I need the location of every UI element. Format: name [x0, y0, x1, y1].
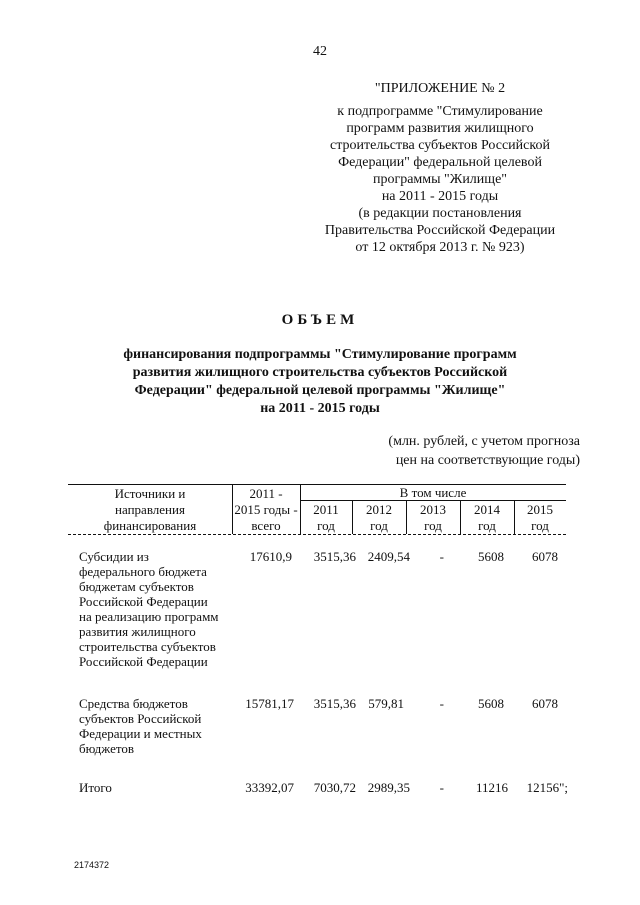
row-label-total [79, 780, 249, 795]
table-header-bottom-rule [68, 534, 566, 535]
cell-2012: 2989,35 [367, 780, 410, 795]
header-year-unit: год [317, 518, 335, 533]
cell-2011: 3515,36 [313, 549, 356, 564]
header-line: 2011 - [249, 486, 283, 501]
cell-2015: 6078 [532, 549, 558, 564]
cell-2014: 5608 [478, 549, 504, 564]
cell-2011: 7030,72 [313, 780, 356, 795]
header-total-column [232, 486, 300, 534]
units-note [330, 432, 580, 470]
row-label-line: строительства субъектов [79, 639, 216, 654]
cell-2012: 579,81 [368, 696, 404, 711]
header-source-column [68, 486, 232, 534]
cell-2015: 12156"; [526, 780, 568, 795]
cell-total: 15781,17 [245, 696, 294, 711]
header-year-unit: год [424, 518, 442, 533]
row-label-line: Российской Федерации [79, 654, 208, 669]
row-label-federal-subsidies [79, 549, 249, 669]
page-number: 42 [313, 44, 327, 59]
header-line: 2015 годы - [234, 502, 298, 517]
appendix-line: строительства субъектов Российской [330, 138, 550, 153]
appendix-header [290, 80, 590, 256]
header-year-unit: год [531, 518, 549, 533]
row-label-line: федерального бюджета [79, 564, 207, 579]
cell-2013: - [439, 696, 444, 711]
subtitle-line: развития жилищного строительства субъектов Российской [132, 365, 508, 380]
appendix-line: "ПРИЛОЖЕНИЕ № 2 [374, 81, 506, 96]
appendix-line: на 2011 - 2015 годы [381, 189, 499, 204]
row-label-line: бюджетам субъектов [79, 579, 194, 594]
header-line: Источники и [114, 486, 186, 501]
appendix-line: программ развития жилищного [346, 121, 534, 136]
row-label-line: Российской Федерации [79, 594, 208, 609]
appendix-line: Федерации" федеральной целевой [338, 155, 542, 170]
subtitle-line: финансирования подпрограммы "Стимулирование программ [123, 347, 517, 362]
row-label-line: Федерации и местных [79, 726, 202, 741]
cell-2013: - [439, 780, 444, 795]
row-label-line: Средства бюджетов [79, 696, 188, 711]
header-line: финансирования [103, 518, 197, 533]
header-year: 2011 [313, 502, 339, 517]
appendix-line: Правительства Российской Федерации [324, 223, 556, 238]
row-label-line: Субсидии из [79, 549, 149, 564]
appendix-line: программы "Жилище" [372, 172, 507, 187]
cell-2014: 5608 [478, 696, 504, 711]
row-label-line: субъектов Российской [79, 711, 202, 726]
header-line: всего [251, 518, 281, 533]
appendix-line: (в редакции постановления [358, 206, 522, 221]
header-year: 2012 [366, 502, 392, 517]
subtitle-line: Федерации" федеральной целевой программы "Жилище" [134, 383, 506, 398]
header-group-label: В том числе [399, 485, 467, 500]
units-line: цен на соответствующие годы) [395, 453, 580, 468]
header-year-2011 [300, 502, 352, 534]
document-subtitle [80, 346, 560, 418]
header-year: 2013 [420, 502, 446, 517]
appendix-line: к подпрограмме "Стимулирование [337, 104, 543, 119]
row-label-regional-local-budgets [79, 696, 249, 756]
header-year: 2014 [474, 502, 500, 517]
row-label-line: бюджетов [79, 741, 135, 756]
subtitle-line: на 2011 - 2015 годы [260, 401, 380, 416]
row-label-line: Итого [79, 780, 112, 795]
cell-total: 33392,07 [245, 780, 294, 795]
header-year-unit: год [370, 518, 388, 533]
document-code: 2174372 [74, 860, 110, 870]
cell-2011: 3515,36 [313, 696, 356, 711]
header-year-2014 [460, 502, 514, 534]
appendix-line: от 12 октября 2013 г. № 923) [355, 240, 525, 255]
cell-total: 17610,9 [249, 549, 292, 564]
cell-2015: 6078 [532, 696, 558, 711]
header-year-2012 [352, 502, 406, 534]
document-title: ОБЪЕМ [281, 312, 359, 328]
header-year-unit: год [478, 518, 496, 533]
cell-2013: - [439, 549, 444, 564]
header-year-2013 [406, 502, 460, 534]
cell-2012: 2409,54 [367, 549, 410, 564]
row-label-line: развития жилищного [79, 624, 196, 639]
header-year-2015 [514, 502, 566, 534]
header-line: направления [115, 502, 185, 517]
header-year: 2015 [527, 502, 553, 517]
cell-2014: 11216 [475, 780, 508, 795]
row-label-line: на реализацию программ [79, 609, 219, 624]
units-line: (млн. рублей, с учетом прогноза [388, 434, 580, 449]
